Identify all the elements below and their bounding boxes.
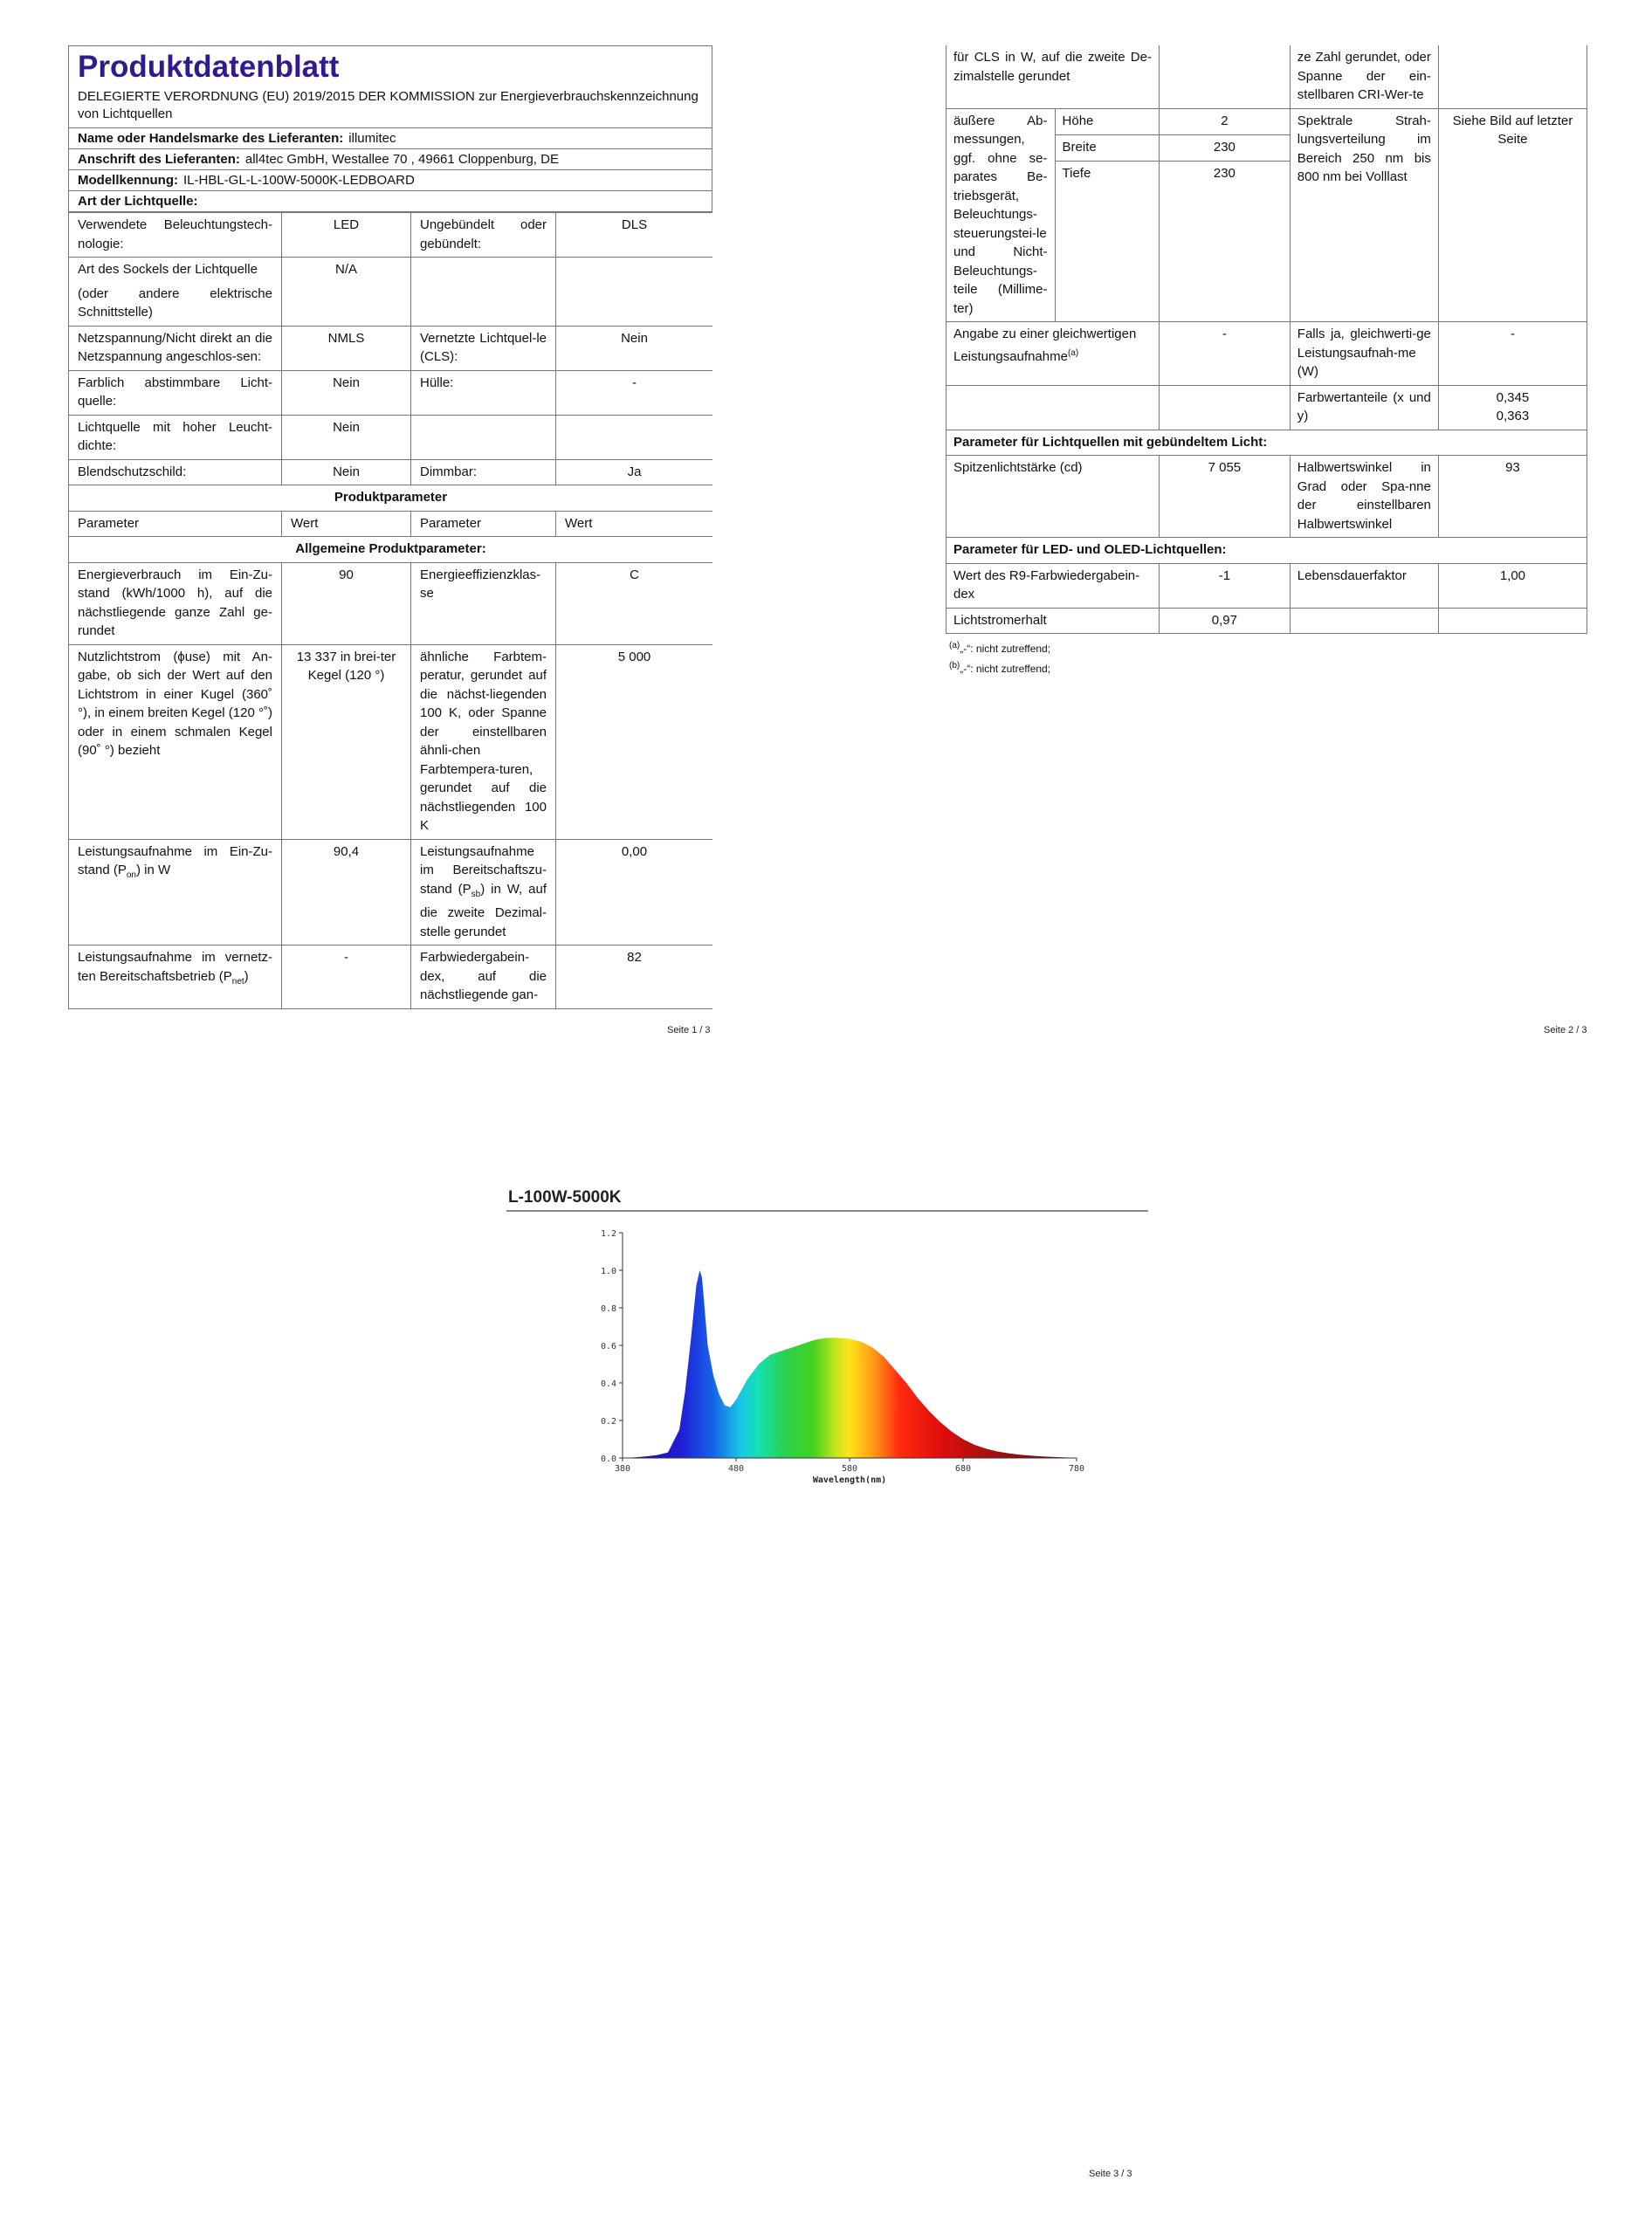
row-value: 90 xyxy=(282,562,411,644)
model-line xyxy=(69,170,712,191)
psb-label: Leistungsaufnahme im Bereitschaftszu-stand (P xyxy=(420,843,547,897)
x-tick-label: 580 xyxy=(841,1464,858,1474)
pnet-label: Leistungsaufnahme im vernetz-ten Bereitschaftsbetrieb (P xyxy=(78,950,272,984)
row-value: Nein xyxy=(282,370,411,415)
pon-label: Leistungsaufnahme im Ein-Zu-stand (P xyxy=(78,843,272,877)
row-value: 5 000 xyxy=(556,644,713,839)
row-label xyxy=(69,258,282,327)
row-label: Blendschutzschild: xyxy=(69,459,282,485)
table-row xyxy=(946,608,1587,634)
document-title: Produktdatenblatt xyxy=(78,50,340,84)
pon-unit: ) in W xyxy=(136,863,171,877)
footnote-a-text: „-“: nicht zutreffend; xyxy=(960,643,1051,655)
row-label: ze Zahl gerundet, oder Spanne der ein-stellbaren CRI-Wer-te xyxy=(1290,45,1438,108)
table-row xyxy=(946,563,1587,608)
row-label: Lichtstromerhalt xyxy=(946,608,1160,634)
table-row xyxy=(69,415,713,459)
table-row xyxy=(69,213,713,258)
table-row xyxy=(69,562,713,644)
row-label: Nutzlichtstrom (ϕuse) mit An-gabe, ob sich der Wert auf den Lichtstrom in einer Kugel (360˚ °), in einem breiten Kegel (120 °˚) oder in einem schmalen Kegel (90˚ °) bezieht xyxy=(69,644,282,839)
y-tick-label: 0.2 xyxy=(600,1417,616,1427)
psb-unit: ) in W, auf die zweite Dezimal-stelle gerundet xyxy=(420,881,547,939)
socket-note: (oder andere elektrische Schnittstelle) xyxy=(78,285,272,320)
row-label xyxy=(411,839,556,946)
footnote-a-mark: (a) xyxy=(949,641,960,650)
row-value: DLS xyxy=(556,213,713,258)
row-value: Ja xyxy=(556,459,713,485)
page-2 xyxy=(946,45,1587,675)
table-row xyxy=(69,839,713,946)
dimension-name: Breite xyxy=(1055,134,1159,161)
address-value: all4tec GmbH, Westallee 70 , 49661 Cloppenburg, DE xyxy=(244,152,559,167)
table-row xyxy=(69,644,713,839)
row-value: 82 xyxy=(556,946,713,1009)
x-tick-label: 480 xyxy=(727,1464,745,1474)
row-value: 13 337 in brei-ter Kegel (120 °) xyxy=(282,644,411,839)
section-heading-row xyxy=(69,485,713,512)
address-label: Anschrift des Lieferanten: xyxy=(78,152,240,167)
spectrum-chart-svg xyxy=(506,1183,1153,1510)
y-tick-label: 0.0 xyxy=(600,1454,616,1464)
row-value xyxy=(556,415,713,459)
section-heading-row xyxy=(69,537,713,563)
row-value xyxy=(1159,45,1290,108)
model-value: IL-HBL-GL-L-100W-5000K-LEDBOARD xyxy=(183,173,415,188)
chart-title: L-100W-5000K xyxy=(508,1188,622,1207)
table-row xyxy=(946,108,1587,134)
row-label: Spitzenlichtstärke (cd) xyxy=(946,456,1160,538)
dimension-name: Tiefe xyxy=(1055,162,1159,322)
row-label: Energieverbrauch im Ein-Zu-stand (kWh/1000 h), auf die nächstliegende ganze Zahl ge-rundet xyxy=(69,562,282,644)
spectral-value: Siehe Bild auf letzter Seite xyxy=(1438,108,1587,322)
dimension-value: 230 xyxy=(1159,134,1290,161)
led-heading: Parameter für LED- und OLED-Lichtquellen: xyxy=(946,538,1587,564)
column-header: Parameter xyxy=(411,511,556,537)
row-label xyxy=(946,385,1160,430)
x-tick-label: 780 xyxy=(1068,1464,1085,1474)
y-tick-label: 0.6 xyxy=(600,1342,616,1351)
row-value: N/A xyxy=(282,258,411,327)
chroma-y-value: 0,363 xyxy=(1496,409,1530,423)
table-row xyxy=(946,456,1587,538)
table-row xyxy=(69,946,713,1009)
row-value: 0,97 xyxy=(1159,608,1290,634)
row-value xyxy=(556,258,713,327)
row-value: LED xyxy=(282,213,411,258)
row-label: Wert des R9-Farbwiedergabein-dex xyxy=(946,563,1160,608)
dimensions-label: äußere Ab-messungen, ggf. ohne se-parates Be-triebsgerät, Beleuchtungs-steuerungstei-le und Nicht-Beleuchtungs-teile (Millime-ter) xyxy=(946,108,1056,322)
row-label: für CLS in W, auf die zweite De-zimalstelle gerundet xyxy=(946,45,1160,108)
row-label: ähnliche Farbtem-peratur, gerundet auf die nächst-liegenden 100 K, oder Spanne der einstellbaren ähnli-chen Farbtempera-turen, gerundet auf die nächstliegenden 100 K xyxy=(411,644,556,839)
row-value: Nein xyxy=(282,415,411,459)
column-header-row xyxy=(69,511,713,537)
table-row xyxy=(946,322,1587,386)
row-value: - xyxy=(1159,322,1290,386)
row-label: Hülle: xyxy=(411,370,556,415)
page-number: Seite 2 / 3 xyxy=(1544,1025,1587,1035)
row-value: NMLS xyxy=(282,326,411,370)
spectral-label: Spektrale Strah-lungsverteilung im Bereich 250 nm bis 800 nm bei Volllast xyxy=(1290,108,1438,322)
x-tick-label: 680 xyxy=(954,1464,972,1474)
address-line xyxy=(69,149,712,170)
page-number: Seite 3 / 3 xyxy=(1089,2169,1132,2179)
product-params-heading: Produktparameter xyxy=(69,485,713,512)
table-row xyxy=(69,370,713,415)
y-tick-label: 1.2 xyxy=(600,1229,616,1239)
row-value: 1,00 xyxy=(1438,563,1587,608)
equiv-footnote-mark: (a) xyxy=(1067,347,1079,358)
row-value xyxy=(1159,385,1290,430)
spectrum-area xyxy=(623,1270,1077,1458)
row-label: Verwendete Beleuchtungstech-nologie: xyxy=(69,213,282,258)
row-value: 90,4 xyxy=(282,839,411,946)
table-row xyxy=(69,459,713,485)
product-table xyxy=(68,212,712,1009)
row-label xyxy=(69,839,282,946)
dimension-value: 230 xyxy=(1159,162,1290,322)
psb-subscript: sb xyxy=(471,889,481,899)
row-value: - xyxy=(1438,322,1587,386)
row-value: Nein xyxy=(282,459,411,485)
row-value: 0,00 xyxy=(556,839,713,946)
page-number: Seite 1 / 3 xyxy=(667,1025,711,1035)
table-row xyxy=(69,326,713,370)
header-block xyxy=(68,45,712,212)
row-value: C xyxy=(556,562,713,644)
footnote-b-mark: (b) xyxy=(949,661,960,670)
directional-heading: Parameter für Lichtquellen mit gebündeltem Licht: xyxy=(946,430,1587,456)
row-label: Farbwiedergabein-dex, auf die nächstliegende gan- xyxy=(411,946,556,1009)
row-label: Dimmbar: xyxy=(411,459,556,485)
continued-table xyxy=(946,45,1587,634)
table-row xyxy=(946,385,1587,430)
row-label: Falls ja, gleichwerti-ge Leistungsaufnah-me (W) xyxy=(1290,322,1438,386)
regulation-intro: DELEGIERTE VERORDNUNG (EU) 2019/2015 DER KOMMISSION zur Energieverbrauchskennzeichnung von Lichtquellen xyxy=(69,86,712,128)
row-value xyxy=(1438,45,1587,108)
supplier-line xyxy=(69,128,712,149)
pon-subscript: on xyxy=(126,870,136,880)
row-label xyxy=(1290,608,1438,634)
pnet-unit: ) xyxy=(244,968,249,984)
spectrum-chart xyxy=(506,1183,1153,1510)
row-value: 93 xyxy=(1438,456,1587,538)
chroma-x-value: 0,345 xyxy=(1496,389,1530,405)
socket-label: Art des Sockels der Lichtquelle xyxy=(78,262,258,277)
row-value: Nein xyxy=(556,326,713,370)
footnote-a xyxy=(949,637,1587,657)
footnote-b xyxy=(949,657,1587,677)
row-label: Farblich abstimmbare Licht-quelle: xyxy=(69,370,282,415)
row-value: 7 055 xyxy=(1159,456,1290,538)
column-header: Wert xyxy=(556,511,713,537)
row-label xyxy=(411,415,556,459)
plot-area xyxy=(601,1229,1084,1485)
type-heading xyxy=(69,191,712,212)
page-1 xyxy=(68,45,712,1016)
row-value: - xyxy=(556,370,713,415)
row-label: Halbwertswinkel in Grad oder Spa-nne der einstellbaren Halbwertswinkel xyxy=(1290,456,1438,538)
row-value: - xyxy=(282,946,411,1009)
pnet-subscript: net xyxy=(231,976,244,987)
y-tick-label: 0.8 xyxy=(600,1304,616,1314)
equiv-label: Angabe zu einer gleichwertigen Leistungsaufnahme xyxy=(953,327,1137,364)
row-value xyxy=(1438,385,1587,430)
row-label xyxy=(411,258,556,327)
type-heading-text: Art der Lichtquelle: xyxy=(78,194,198,209)
table-row xyxy=(69,258,713,327)
dimension-value: 2 xyxy=(1159,108,1290,134)
model-label: Modellkennung: xyxy=(78,173,178,188)
row-label: Netzspannung/Nicht direkt an die Netzspannung angeschlos-sen: xyxy=(69,326,282,370)
y-tick-label: 0.4 xyxy=(600,1379,616,1389)
section-heading-row xyxy=(946,538,1587,564)
dimension-name: Höhe xyxy=(1055,108,1159,134)
footnotes xyxy=(946,637,1587,677)
row-value: -1 xyxy=(1159,563,1290,608)
supplier-value: illumitec xyxy=(348,131,396,146)
table-row xyxy=(946,45,1587,108)
row-label xyxy=(69,946,282,1009)
column-header: Wert xyxy=(282,511,411,537)
x-axis-label: Wavelength(nm) xyxy=(812,1475,887,1485)
row-label: Energieeffizienzklas-se xyxy=(411,562,556,644)
x-tick-label: 380 xyxy=(614,1464,631,1474)
row-label: Vernetzte Lichtquel-le (CLS): xyxy=(411,326,556,370)
footnote-b-text: „-“: nicht zutreffend; xyxy=(960,663,1051,675)
row-label xyxy=(946,322,1160,386)
row-label: Lebensdauerfaktor xyxy=(1290,563,1438,608)
section-heading-row xyxy=(946,430,1587,456)
column-header: Parameter xyxy=(69,511,282,537)
row-label: Ungebündelt oder gebündelt: xyxy=(411,213,556,258)
y-tick-label: 1.0 xyxy=(600,1267,616,1276)
supplier-label: Name oder Handelsmarke des Lieferanten: xyxy=(78,131,344,146)
row-value xyxy=(1438,608,1587,634)
row-label: Farbwertanteile (x und y) xyxy=(1290,385,1438,430)
row-label: Lichtquelle mit hoher Leucht-dichte: xyxy=(69,415,282,459)
general-params-heading: Allgemeine Produktparameter: xyxy=(69,537,713,563)
